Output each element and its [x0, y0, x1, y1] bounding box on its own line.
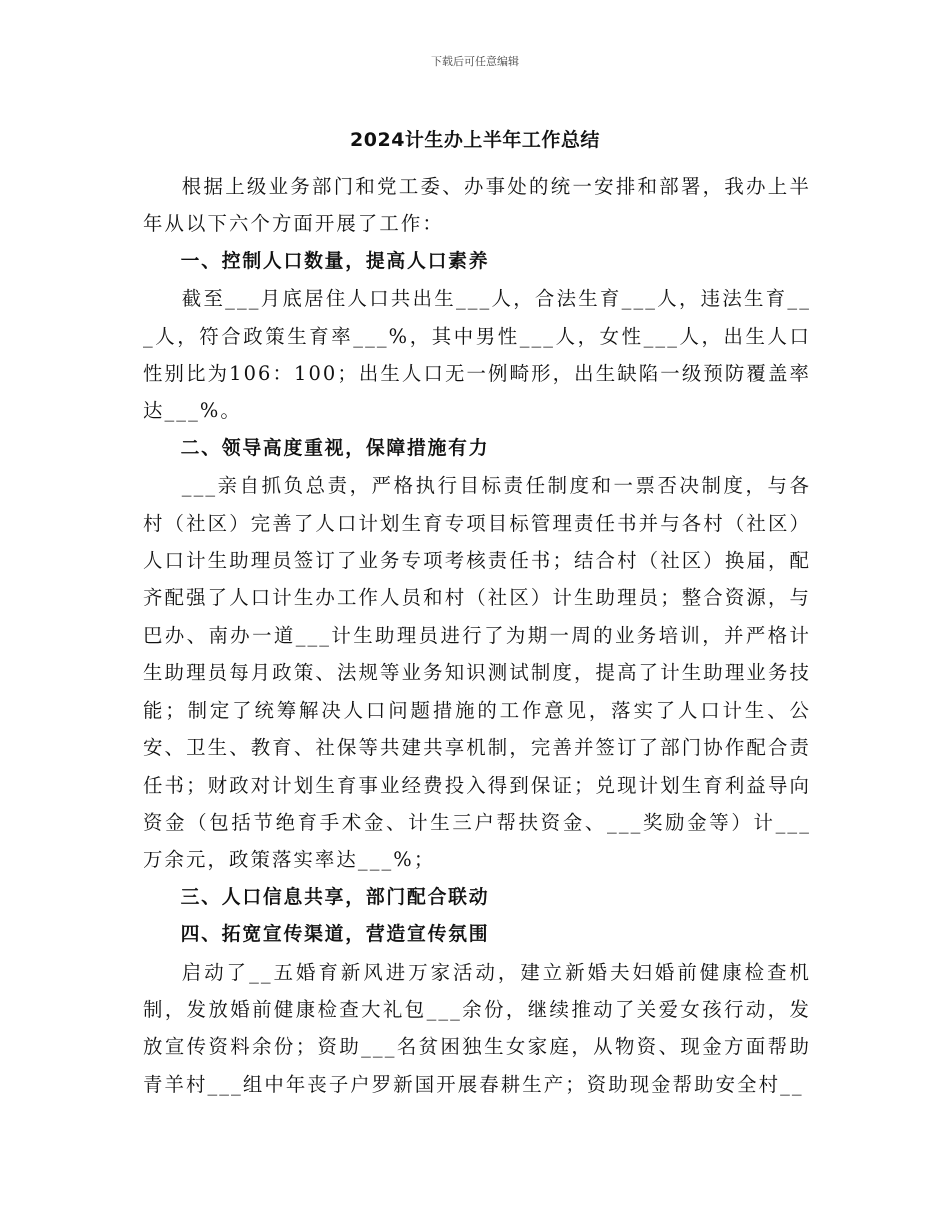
- section-4-paragraph: 启动了__五婚育新风进万家活动，建立新婚夫妇婚前健康检查机制，发放婚前健康检查大礼包___余份，继续推动了关爱女孩行动，发放宣传资料余份；资助___名贫困独生女家庭，从物资、现金方面帮助青羊村___组中年丧子户罗新国开展春耕生产；资助现金帮助安全村__: [143, 960, 811, 1096]
- section-heading-3: 三、人口信息共享，部门配合联动: [180, 886, 490, 908]
- document-title: 2024计生办上半年工作总结: [350, 129, 600, 151]
- section-heading-4: 四、拓宽宣传渠道，营造宣传氛围: [180, 924, 490, 946]
- page-header-note: 下载后可任意编辑: [431, 55, 519, 68]
- intro-paragraph: 根据上级业务部门和党工委、办事处的统一安排和部署，我办上半年从以下六个方面开展了工作：: [143, 175, 811, 236]
- section-heading-1: 一、控制人口数量，提高人口素养: [180, 250, 490, 272]
- document-body: [143, 168, 811, 1103]
- section-heading-2: 二、领导高度重视，保障措施有力: [180, 437, 490, 459]
- section-1-paragraph: 截至___月底居住人口共出生___人，合法生育___人，违法生育___人，符合政策生育率___%，其中男性___人，女性___人，出生人口性别比为106：100；出生人口无一例畸形，出生缺陷一级预防覆盖率达___%。: [143, 287, 811, 423]
- section-2-paragraph: ___亲自抓负总责，严格执行目标责任制度和一票否决制度，与各村（社区）完善了人口计划生育专项目标管理责任书并与各村（社区）人口计生助理员签订了业务专项考核责任书；结合村（社区）换届，配齐配强了人口计生办工作人员和村（社区）计生助理员；整合资源，与巴办、南办一道___计生助理员进行了为期一周的业务培训，并严格计生助理员每月政策、法规等业务知识测试制度，提高了计生助理业务技能；制定了统筹解决人口问题措施的工作意见，落实了人口计生、公安、卫生、教育、社保等共建共享机制，完善并签订了部门协作配合责任书；财政对计划生育事业经费投入得到保证；兑现计划生育利益导向资金（包括节绝育手术金、计生三户帮扶资金、___奖励金等）计___万余元，政策落实率达___%；: [143, 474, 811, 872]
